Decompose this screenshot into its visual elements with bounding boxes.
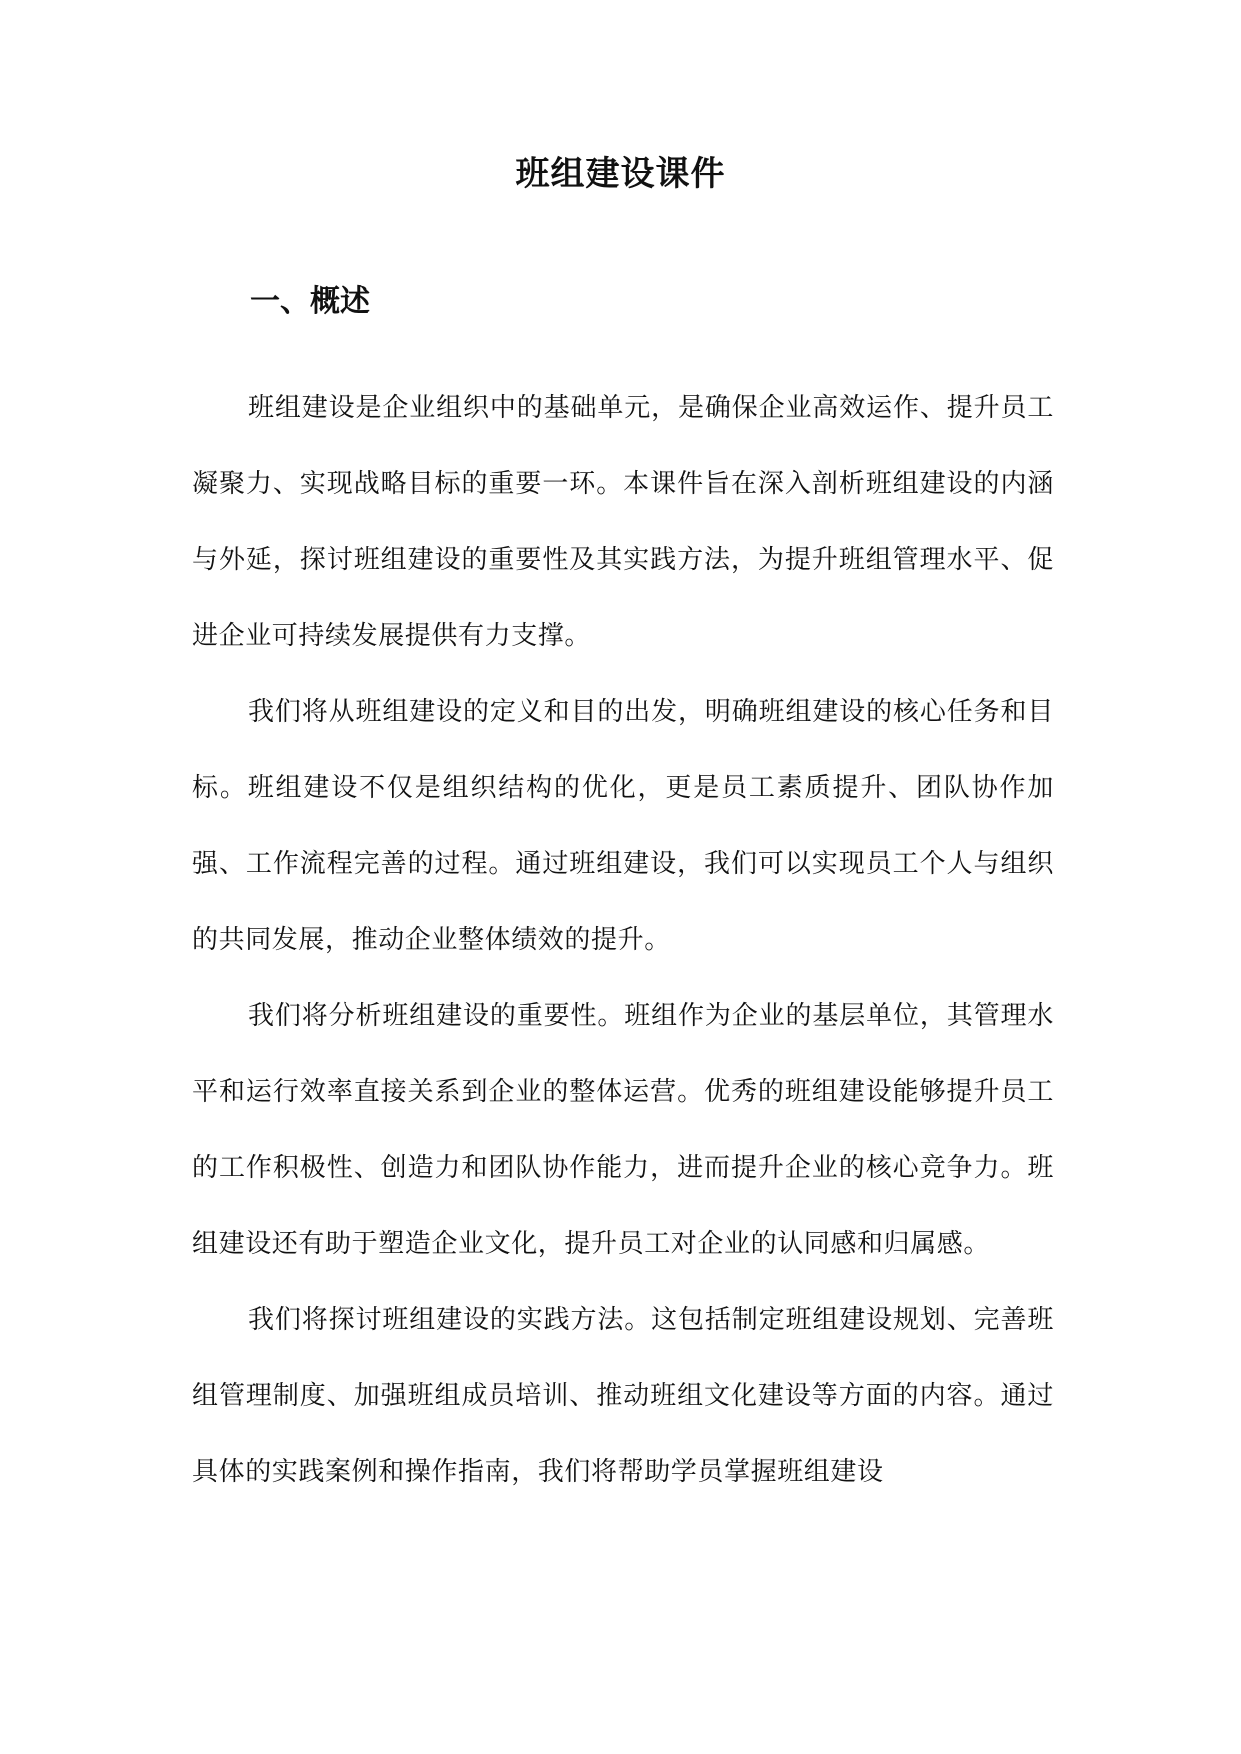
document-title: 班组建设课件 xyxy=(515,154,726,194)
section-heading-overview: 一、概述 xyxy=(250,284,370,319)
paragraph: 我们将分析班组建设的重要性。班组作为企业的基层单位，其管理水平和运行效率直接关系到企业的整体运营。优秀的班组建设能够提升员工的工作积极性、创造力和团队协作能力，进而提升企业的核心竞争力。班组建设还有助于塑造企业文化，提升员工对企业的认同感和归属感。 xyxy=(192,1001,1054,1259)
paragraph: 班组建设是企业组织中的基础单元，是确保企业高效运作、提升员工凝聚力、实现战略目标的重要一环。本课件旨在深入剖析班组建设的内涵与外延，探讨班组建设的重要性及其实践方法，为提升班组管理水平、促进企业可持续发展提供有力支撑。 xyxy=(192,393,1054,651)
paragraph: 我们将从班组建设的定义和目的出发，明确班组建设的核心任务和目标。班组建设不仅是组织结构的优化，更是员工素质提升、团队协作加强、工作流程完善的过程。通过班组建设，我们可以实现员工个人与组织的共同发展，推动企业整体绩效的提升。 xyxy=(192,697,1054,955)
paragraph: 我们将探讨班组建设的实践方法。这包括制定班组建设规划、完善班组管理制度、加强班组成员培训、推动班组文化建设等方面的内容。通过具体的实践案例和操作指南，我们将帮助学员掌握班组建设 xyxy=(192,1305,1054,1487)
document-body xyxy=(192,370,1054,1510)
